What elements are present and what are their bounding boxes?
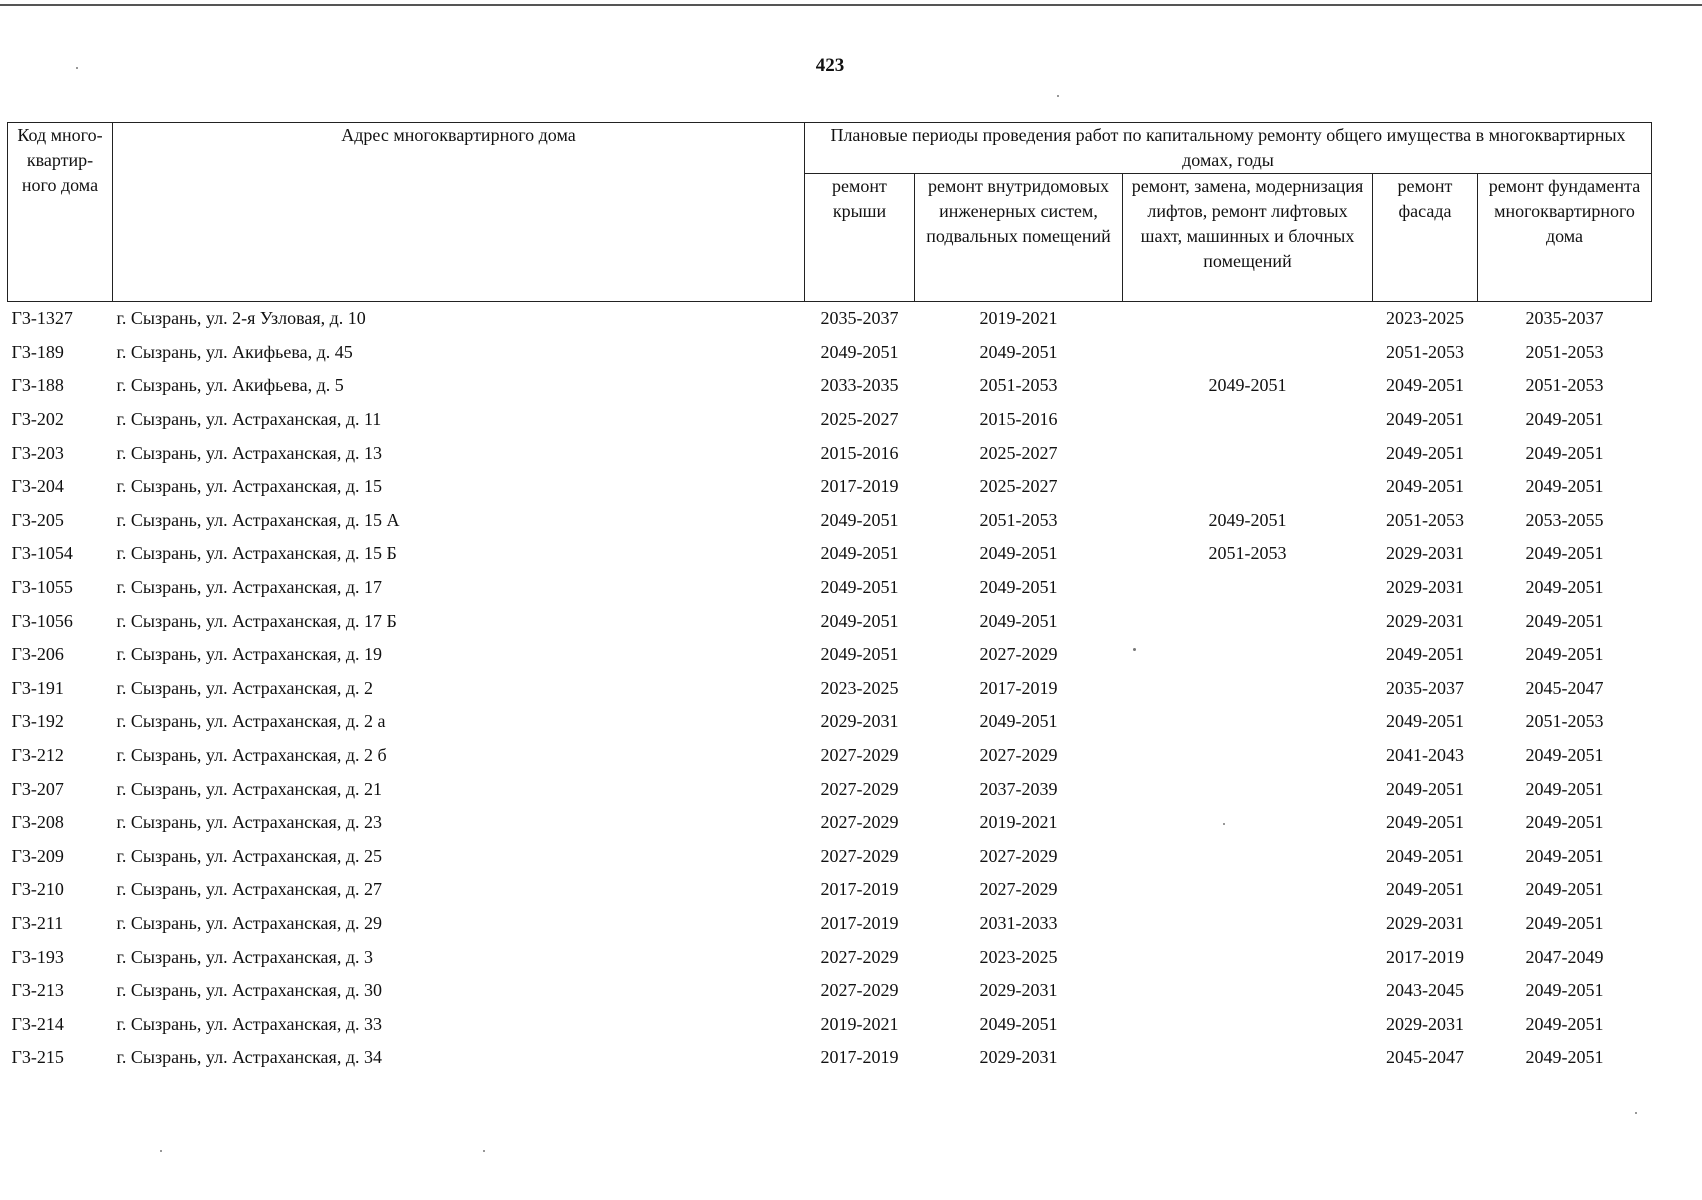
cell-foundation-period: 2049-2051 xyxy=(1525,577,1604,598)
cell-facade-period: 2041-2043 xyxy=(1386,745,1464,766)
cell-address: г. Сызрань, ул. Акифьева, д. 5 xyxy=(116,375,344,396)
cell-facade-period: 2049-2051 xyxy=(1386,442,1464,463)
cell-facade-period: 2043-2045 xyxy=(1386,980,1464,1001)
scan-speck xyxy=(76,67,78,69)
cell-elevator-period xyxy=(1123,873,1373,907)
cell-address: г. Сызрань, ул. Астраханская, д. 13 xyxy=(116,442,382,463)
table-row xyxy=(8,604,1652,638)
cell-building-code: Г3-214 xyxy=(11,1013,64,1034)
cell-roof-period: 2049-2051 xyxy=(820,509,899,530)
cell-roof-period: 2035-2037 xyxy=(820,308,899,329)
scan-top-edge xyxy=(0,4,1702,6)
table-row xyxy=(8,907,1652,941)
scan-speck xyxy=(1133,648,1136,651)
cell-engineering-period: 2019-2021 xyxy=(979,812,1058,833)
cell-engineering-period: 2019-2021 xyxy=(979,308,1058,329)
table-body xyxy=(8,302,1652,1075)
cell-address: г. Сызрань, ул. Астраханская, д. 2 а xyxy=(116,711,386,732)
cell-foundation-period: 2051-2053 xyxy=(1525,375,1604,396)
cell-roof-period: 2049-2051 xyxy=(820,610,899,631)
cell-building-code: Г3-209 xyxy=(11,845,64,866)
cell-facade-period: 2051-2053 xyxy=(1386,509,1464,530)
cell-roof-period: 2027-2029 xyxy=(820,778,899,799)
table-row xyxy=(8,537,1652,571)
cell-elevator-period xyxy=(1123,436,1373,470)
cell-foundation-period: 2049-2051 xyxy=(1525,745,1604,766)
cell-elevator-period xyxy=(1123,840,1373,874)
cell-elevator-period xyxy=(1123,403,1373,437)
scan-speck xyxy=(160,1150,162,1152)
cell-engineering-period: 2049-2051 xyxy=(979,610,1058,631)
header-engineering-systems-repair: ремонт внутридомовых инженерных систем, подвальных помещений xyxy=(915,174,1123,302)
cell-engineering-period: 2027-2029 xyxy=(979,845,1058,866)
cell-roof-period: 2027-2029 xyxy=(820,745,899,766)
cell-roof-period: 2015-2016 xyxy=(820,442,899,463)
cell-facade-period: 2049-2051 xyxy=(1386,409,1464,430)
cell-facade-period: 2051-2053 xyxy=(1386,341,1464,362)
cell-engineering-period: 2029-2031 xyxy=(979,980,1058,1001)
cell-elevator-period xyxy=(1123,302,1373,336)
cell-engineering-period: 2027-2029 xyxy=(979,644,1058,665)
header-address: Адрес многоквартирного дома xyxy=(113,123,805,302)
cell-elevator-period xyxy=(1123,672,1373,706)
cell-roof-period: 2027-2029 xyxy=(820,845,899,866)
cell-engineering-period: 2049-2051 xyxy=(979,341,1058,362)
cell-roof-period: 2017-2019 xyxy=(820,879,899,900)
page-number: 423 xyxy=(815,55,845,76)
cell-foundation-period: 2049-2051 xyxy=(1525,812,1604,833)
table-row xyxy=(8,470,1652,504)
cell-building-code: Г3-189 xyxy=(11,341,64,362)
cell-address: г. Сызрань, ул. Астраханская, д. 29 xyxy=(116,912,382,933)
cell-foundation-period: 2053-2055 xyxy=(1525,509,1604,530)
cell-elevator-period xyxy=(1123,772,1373,806)
cell-foundation-period: 2051-2053 xyxy=(1525,711,1604,732)
cell-roof-period: 2023-2025 xyxy=(820,677,899,698)
cell-foundation-period: 2049-2051 xyxy=(1525,610,1604,631)
cell-address: г. Сызрань, ул. Астраханская, д. 30 xyxy=(116,980,382,1001)
cell-facade-period: 2049-2051 xyxy=(1386,476,1464,497)
scan-speck xyxy=(483,1150,485,1152)
cell-foundation-period: 2049-2051 xyxy=(1525,409,1604,430)
cell-elevator-period xyxy=(1123,336,1373,370)
cell-facade-period: 2029-2031 xyxy=(1386,610,1464,631)
cell-engineering-period: 2023-2025 xyxy=(979,946,1058,967)
cell-building-code: Г3-1055 xyxy=(11,577,73,598)
cell-foundation-period: 2049-2051 xyxy=(1525,912,1604,933)
cell-address: г. Сызрань, ул. Астраханская, д. 15 Б xyxy=(116,543,397,564)
cell-elevator-period xyxy=(1123,806,1373,840)
cell-address: г. Сызрань, ул. 2-я Узловая, д. 10 xyxy=(116,308,366,329)
cell-building-code: Г3-204 xyxy=(11,476,64,497)
cell-facade-period: 2049-2051 xyxy=(1386,845,1464,866)
table-row xyxy=(8,302,1652,336)
cell-foundation-period: 2049-2051 xyxy=(1525,644,1604,665)
cell-engineering-period: 2025-2027 xyxy=(979,476,1058,497)
table-row xyxy=(8,1041,1652,1075)
cell-elevator-period xyxy=(1123,571,1373,605)
cell-engineering-period: 2037-2039 xyxy=(979,778,1058,799)
header-facade-repair: ремонт фасада xyxy=(1373,174,1478,302)
cell-roof-period: 2027-2029 xyxy=(820,812,899,833)
cell-building-code: Г3-1056 xyxy=(11,610,73,631)
cell-roof-period: 2019-2021 xyxy=(820,1013,899,1034)
cell-facade-period: 2029-2031 xyxy=(1386,543,1464,564)
table-row xyxy=(8,772,1652,806)
scan-speck xyxy=(1223,823,1225,825)
cell-foundation-period: 2049-2051 xyxy=(1525,980,1604,1001)
cell-engineering-period: 2029-2031 xyxy=(979,1047,1058,1068)
table-row xyxy=(8,705,1652,739)
cell-engineering-period: 2031-2033 xyxy=(979,912,1058,933)
cell-facade-period: 2029-2031 xyxy=(1386,577,1464,598)
cell-engineering-period: 2017-2019 xyxy=(979,677,1058,698)
cell-address: г. Сызрань, ул. Астраханская, д. 21 xyxy=(116,778,382,799)
cell-address: г. Сызрань, ул. Астраханская, д. 19 xyxy=(116,644,382,665)
cell-elevator-period xyxy=(1123,470,1373,504)
cell-building-code: Г3-1327 xyxy=(11,308,73,329)
cell-facade-period: 2049-2051 xyxy=(1386,711,1464,732)
cell-elevator-period xyxy=(1123,638,1373,672)
table-row xyxy=(8,403,1652,437)
table-row xyxy=(8,873,1652,907)
cell-engineering-period: 2027-2029 xyxy=(979,745,1058,766)
cell-elevator-period xyxy=(1123,907,1373,941)
cell-facade-period: 2029-2031 xyxy=(1386,1013,1464,1034)
cell-address: г. Сызрань, ул. Астраханская, д. 17 xyxy=(116,577,382,598)
table-row xyxy=(8,436,1652,470)
cell-address: г. Сызрань, ул. Акифьева, д. 45 xyxy=(116,341,353,362)
cell-engineering-period: 2027-2029 xyxy=(979,879,1058,900)
table-row xyxy=(8,940,1652,974)
cell-facade-period: 2029-2031 xyxy=(1386,912,1464,933)
cell-foundation-period: 2049-2051 xyxy=(1525,1013,1604,1034)
cell-engineering-period: 2049-2051 xyxy=(979,577,1058,598)
cell-facade-period: 2049-2051 xyxy=(1386,812,1464,833)
cell-facade-period: 2017-2019 xyxy=(1386,946,1464,967)
header-planned-periods: Плановые периоды проведения работ по капитальному ремонту общего имущества в многоквартирных домах, годы xyxy=(805,123,1652,174)
cell-engineering-period: 2049-2051 xyxy=(979,711,1058,732)
cell-address: г. Сызрань, ул. Астраханская, д. 15 xyxy=(116,476,382,497)
header-roof-repair: ремонт крыши xyxy=(805,174,915,302)
cell-building-code: Г3-211 xyxy=(11,912,64,933)
cell-roof-period: 2017-2019 xyxy=(820,912,899,933)
cell-elevator-period: 2049-2051 xyxy=(1208,375,1287,396)
cell-roof-period: 2029-2031 xyxy=(820,711,899,732)
cell-address: г. Сызрань, ул. Астраханская, д. 17 Б xyxy=(116,610,397,631)
cell-roof-period: 2017-2019 xyxy=(820,476,899,497)
table-row xyxy=(8,336,1652,370)
cell-elevator-period xyxy=(1123,1041,1373,1075)
table-row xyxy=(8,638,1652,672)
table-row xyxy=(8,840,1652,874)
table-row xyxy=(8,1007,1652,1041)
cell-address: г. Сызрань, ул. Астраханская, д. 11 xyxy=(116,409,382,430)
cell-elevator-period xyxy=(1123,940,1373,974)
cell-engineering-period: 2015-2016 xyxy=(979,409,1058,430)
cell-building-code: Г3-1054 xyxy=(11,543,73,564)
cell-building-code: Г3-213 xyxy=(11,980,64,1001)
cell-building-code: Г3-188 xyxy=(11,375,64,396)
cell-foundation-period: 2045-2047 xyxy=(1525,677,1604,698)
cell-foundation-period: 2049-2051 xyxy=(1525,543,1604,564)
cell-elevator-period: 2049-2051 xyxy=(1208,509,1287,530)
cell-foundation-period: 2049-2051 xyxy=(1525,1047,1604,1068)
cell-facade-period: 2049-2051 xyxy=(1386,375,1464,396)
cell-roof-period: 2027-2029 xyxy=(820,946,899,967)
cell-building-code: Г3-207 xyxy=(11,778,64,799)
table-row xyxy=(8,974,1652,1008)
cell-facade-period: 2049-2051 xyxy=(1386,644,1464,665)
scan-speck xyxy=(1635,1112,1637,1114)
table-row xyxy=(8,739,1652,773)
cell-foundation-period: 2049-2051 xyxy=(1525,879,1604,900)
cell-facade-period: 2049-2051 xyxy=(1386,879,1464,900)
cell-engineering-period: 2049-2051 xyxy=(979,1013,1058,1034)
cell-engineering-period: 2051-2053 xyxy=(979,375,1058,396)
cell-roof-period: 2049-2051 xyxy=(820,577,899,598)
cell-elevator-period xyxy=(1123,1007,1373,1041)
cell-foundation-period: 2049-2051 xyxy=(1525,442,1604,463)
cell-elevator-period xyxy=(1123,739,1373,773)
cell-address: г. Сызрань, ул. Астраханская, д. 2 xyxy=(116,677,373,698)
cell-engineering-period: 2049-2051 xyxy=(979,543,1058,564)
cell-elevator-period: 2051-2053 xyxy=(1208,543,1287,564)
table-row xyxy=(8,504,1652,538)
cell-foundation-period: 2035-2037 xyxy=(1525,308,1604,329)
cell-building-code: Г3-203 xyxy=(11,442,64,463)
cell-building-code: Г3-206 xyxy=(11,644,64,665)
table-row xyxy=(8,369,1652,403)
cell-engineering-period: 2025-2027 xyxy=(979,442,1058,463)
cell-foundation-period: 2049-2051 xyxy=(1525,845,1604,866)
repair-schedule-table xyxy=(7,122,1652,1075)
cell-roof-period: 2049-2051 xyxy=(820,644,899,665)
cell-building-code: Г3-205 xyxy=(11,509,64,530)
cell-engineering-period: 2051-2053 xyxy=(979,509,1058,530)
cell-building-code: Г3-215 xyxy=(11,1047,64,1068)
cell-roof-period: 2049-2051 xyxy=(820,543,899,564)
cell-address: г. Сызрань, ул. Астраханская, д. 15 А xyxy=(116,509,400,530)
cell-elevator-period xyxy=(1123,974,1373,1008)
cell-building-code: Г3-192 xyxy=(11,711,64,732)
table-row xyxy=(8,672,1652,706)
cell-building-code: Г3-208 xyxy=(11,812,64,833)
cell-foundation-period: 2049-2051 xyxy=(1525,476,1604,497)
header-elevator-repair: ремонт, замена, модернизация лифтов, ремонт лифтовых шахт, машинных и блочных помещений xyxy=(1123,174,1373,302)
cell-facade-period: 2035-2037 xyxy=(1386,677,1464,698)
cell-elevator-period xyxy=(1123,705,1373,739)
header-code: Код много-квартир-ного дома xyxy=(8,123,113,302)
cell-foundation-period: 2051-2053 xyxy=(1525,341,1604,362)
cell-roof-period: 2027-2029 xyxy=(820,980,899,1001)
table-row xyxy=(8,571,1652,605)
cell-facade-period: 2049-2051 xyxy=(1386,778,1464,799)
cell-address: г. Сызрань, ул. Астраханская, д. 23 xyxy=(116,812,382,833)
cell-building-code: Г3-210 xyxy=(11,879,64,900)
scan-speck xyxy=(1057,95,1059,97)
cell-building-code: Г3-191 xyxy=(11,677,64,698)
cell-address: г. Сызрань, ул. Астраханская, д. 33 xyxy=(116,1013,382,1034)
cell-roof-period: 2033-2035 xyxy=(820,375,899,396)
cell-roof-period: 2049-2051 xyxy=(820,341,899,362)
cell-address: г. Сызрань, ул. Астраханская, д. 2 б xyxy=(116,745,387,766)
cell-roof-period: 2025-2027 xyxy=(820,409,899,430)
cell-building-code: Г3-202 xyxy=(11,409,64,430)
cell-foundation-period: 2049-2051 xyxy=(1525,778,1604,799)
cell-roof-period: 2017-2019 xyxy=(820,1047,899,1068)
cell-facade-period: 2023-2025 xyxy=(1386,308,1464,329)
cell-address: г. Сызрань, ул. Астраханская, д. 25 xyxy=(116,845,382,866)
header-foundation-repair: ремонт фундамента многоквартирного дома xyxy=(1478,174,1652,302)
cell-building-code: Г3-193 xyxy=(11,946,64,967)
cell-address: г. Сызрань, ул. Астраханская, д. 27 xyxy=(116,879,382,900)
cell-elevator-period xyxy=(1123,604,1373,638)
cell-address: г. Сызрань, ул. Астраханская, д. 3 xyxy=(116,946,373,967)
cell-building-code: Г3-212 xyxy=(11,745,64,766)
cell-address: г. Сызрань, ул. Астраханская, д. 34 xyxy=(116,1047,382,1068)
table-header xyxy=(8,123,1652,302)
cell-facade-period: 2045-2047 xyxy=(1386,1047,1464,1068)
table-row xyxy=(8,806,1652,840)
cell-foundation-period: 2047-2049 xyxy=(1525,946,1604,967)
